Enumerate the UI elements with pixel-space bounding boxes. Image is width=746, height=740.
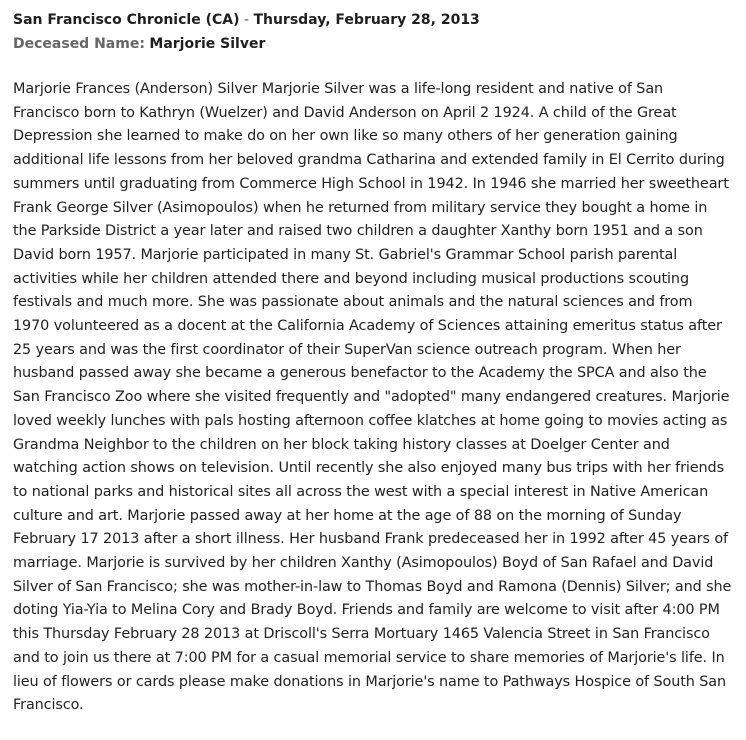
publication-header	[13, 10, 732, 30]
deceased-name-row	[13, 34, 732, 54]
obituary-body: Marjorie Frances (Anderson) Silver Marjorie Silver was a life-long resident and native of San Francisco born to Kathryn (Wuelzer) and David Anderson on April 2 1924. A child of the Great Depression she learned to make do on her own like so many others of her generation gaining additional life lessons from her beloved grandma Catharina and extended family in El Cerrito during summers until graduating from Commerce High School in 1942. In 1946 she married her sweetheart Frank George Silver (Asimopoulos) when he returned from military service they bought a home in the Parkside District a year later and raised two children a daughter Xanthy born 1951 and a son David born 1957. Marjorie participated in many St. Gabriel's Grammar School parish parental activities while her children attended there and beyond including musical productions scouting festivals and much more. She was passionate about animals and the natural sciences and from 1970 volunteered as a docent at the California Academy of Sciences attaining emeritus status after 25 years and was the first coordinator of their SuperVan science outreach program. When her husband passed away she became a generous benefactor to the Academy the SPCA and also the San Francisco Zoo where she visited frequently and "adopted" many endangered creatures. Marjorie loved weekly lunches with pals hosting afternoon coffee klatches at home going to movies acting as Grandma Neighbor to the children on her block taking history classes at Doelger Center and watching action shows on television. Until recently she also enjoyed many bus trips with her friends to national parks and historical sites all across the west with a special interest in Native American culture and art. Marjorie passed away at her home at the age of 88 on the morning of Sunday February 17 2013 after a short illness. Her husband Frank predeceased her in 1992 after 45 years of marriage. Marjorie is survived by her children Xanthy (Asimopoulos) Boyd of San Rafael and David Silver of San Francisco; she was mother-in-law to Thomas Boyd and Ramona (Dennis) Silver; and she doting Yia-Yia to Melina Cory and Brady Boyd. Friends and family are welcome to visit after 4:00 PM this Thursday February 28 2013 at Driscoll's Serra Mortuary 1465 Valencia Street in San Francisco and to join us there at 7:00 PM for a casual memorial service to share memories of Marjorie's life. In lieu of flowers or cards please make donations in Marjorie's name to Pathways Hospice of South San Francisco.	[13, 81, 732, 714]
header-separator: -	[239, 12, 254, 28]
publisher-name: San Francisco Chronicle (CA)	[13, 12, 240, 28]
deceased-name-value: Marjorie Silver	[149, 36, 266, 52]
deceased-name-label: Deceased Name:	[13, 36, 145, 52]
publication-date: Thursday, February 28, 2013	[253, 12, 480, 28]
